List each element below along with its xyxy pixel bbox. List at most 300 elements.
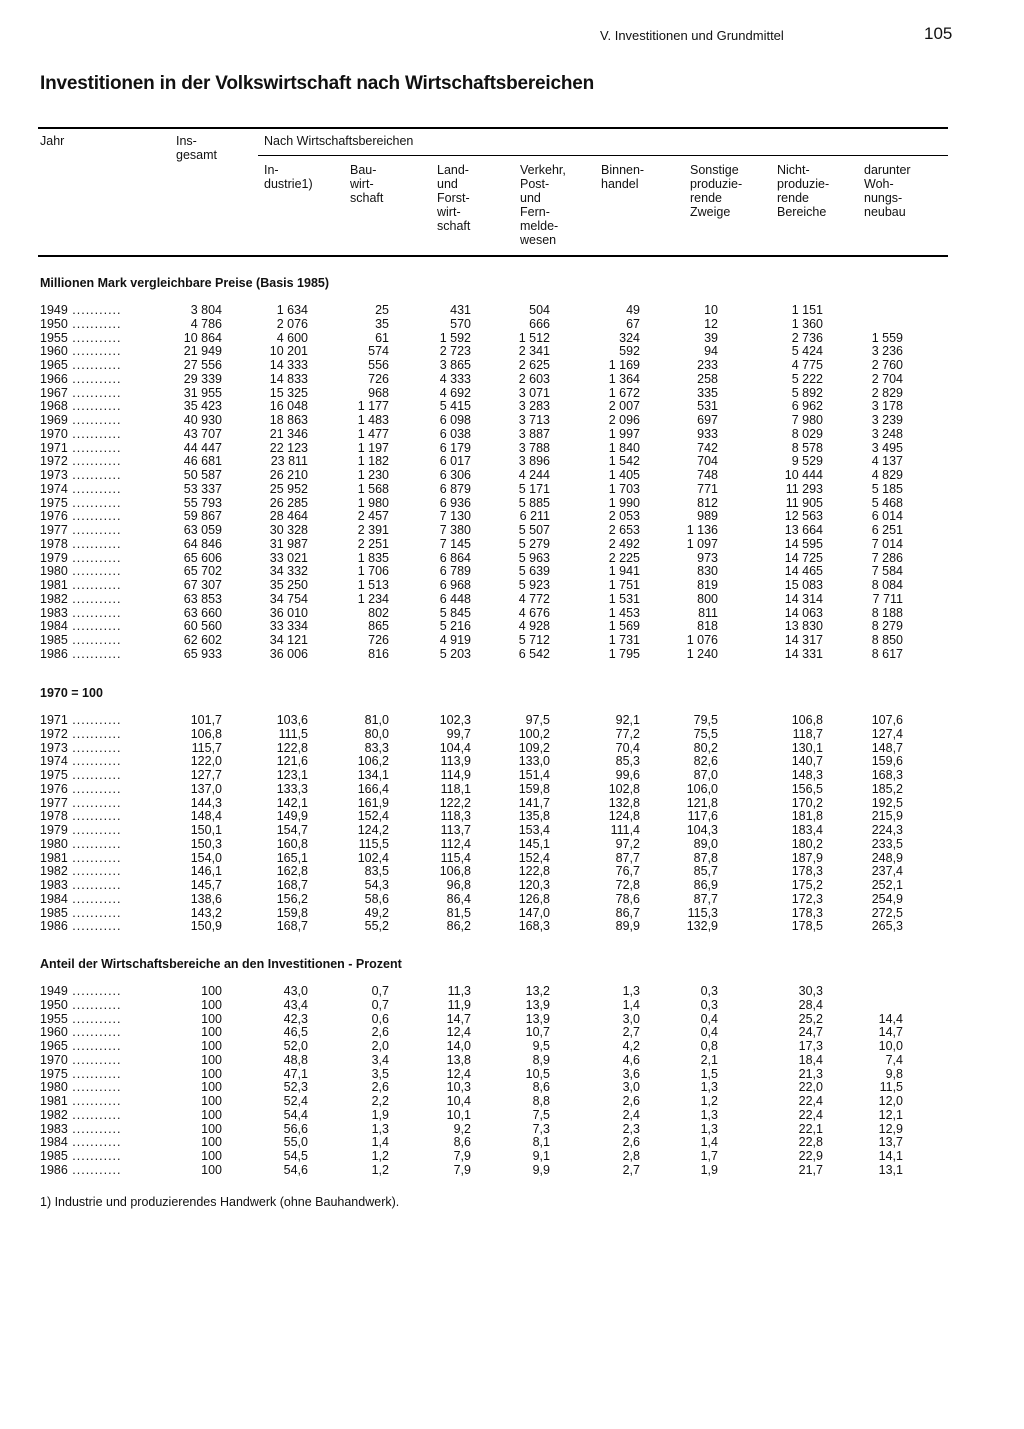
value-cell: 9,9 (532, 1162, 550, 1177)
value-cell: 1,2 (371, 1149, 389, 1163)
value-cell: 122,2 (439, 795, 471, 810)
value-cell: 77,2 (615, 726, 640, 741)
value-cell: 154,7 (276, 823, 308, 837)
table-row (40, 782, 950, 796)
value-cell: 56,6 (283, 1121, 308, 1136)
value-cell: 13,1 (878, 1162, 903, 1177)
value-cell: 9,8 (885, 1066, 903, 1081)
value-cell: 106,8 (190, 726, 222, 741)
value-cell: 6 789 (439, 564, 471, 579)
value-cell: 6 936 (439, 495, 471, 510)
value-cell: 106,8 (791, 713, 823, 727)
value-cell: 8 029 (791, 426, 823, 441)
value-cell: 8,9 (532, 1052, 550, 1067)
value-cell: 118,3 (440, 809, 471, 824)
value-cell: 132,8 (608, 795, 640, 810)
value-cell: 115,5 (358, 836, 389, 851)
year-cell: 1971 ..... (40, 713, 122, 727)
value-cell: 0,3 (700, 984, 718, 998)
year-cell: 1960 ..... (40, 344, 122, 358)
value-cell: 1 706 (357, 564, 389, 579)
value-cell: 3 239 (871, 413, 903, 427)
value-cell: 11 293 (785, 481, 823, 496)
year-cell: 1985 ..... (40, 906, 122, 920)
value-cell: 14 833 (269, 371, 308, 386)
year-cell: 1979 ..... (40, 823, 122, 837)
value-cell: 14,7 (878, 1025, 903, 1040)
value-cell: 40 930 (183, 413, 222, 427)
value-cell: 21,7 (798, 1162, 823, 1177)
year-cell: 1980 ..... (40, 1080, 122, 1094)
value-cell: 5 639 (518, 564, 550, 579)
year-cell: 1950 ..... (40, 998, 122, 1012)
value-cell: 152,4 (357, 809, 389, 824)
value-cell: 33 021 (269, 550, 308, 565)
value-cell: 14 725 (784, 550, 823, 565)
value-cell: 7,9 (453, 1149, 471, 1163)
value-cell: 141,7 (518, 795, 550, 810)
value-cell: 5 885 (518, 495, 550, 510)
value-cell: 162,8 (276, 864, 308, 879)
table-row (40, 1108, 950, 1122)
value-cell: 5 845 (439, 605, 471, 620)
value-cell: 265,3 (871, 919, 903, 934)
value-cell: 6 098 (439, 413, 471, 427)
value-cell: 36 006 (269, 646, 308, 661)
value-cell: 49,2 (364, 905, 389, 920)
year-cell: 1980 ..... (40, 564, 122, 578)
table-row (40, 1094, 950, 1108)
value-cell: 3,6 (622, 1066, 640, 1081)
value-cell: 2 625 (518, 358, 550, 372)
value-cell: 102,8 (608, 781, 640, 796)
year-cell: 1971 ..... (40, 441, 122, 455)
value-cell: 80,2 (693, 740, 718, 755)
value-cell: 112,4 (440, 836, 471, 851)
value-cell: 52,3 (283, 1080, 308, 1095)
value-cell: 3 896 (518, 454, 550, 469)
value-cell: 86,7 (615, 905, 640, 920)
value-cell: 1 151 (791, 303, 823, 317)
table-row (40, 768, 950, 782)
value-cell: 818 (697, 619, 718, 634)
value-cell: 1 405 (608, 468, 640, 482)
value-cell: 100 (201, 1025, 222, 1040)
value-cell: 6 864 (439, 550, 471, 565)
table-row (40, 998, 950, 1012)
value-cell: 1 364 (608, 371, 640, 386)
value-cell: 137,0 (190, 781, 222, 796)
value-cell: 14 063 (784, 605, 823, 620)
value-cell: 22,1 (798, 1121, 823, 1136)
value-cell: 5 507 (518, 523, 550, 537)
value-cell: 75,5 (693, 726, 718, 741)
value-cell: 11,5 (879, 1080, 903, 1095)
value-cell: 168,3 (871, 768, 903, 782)
value-cell: 2 603 (518, 371, 550, 386)
value-cell: 2 391 (357, 523, 389, 537)
value-cell: 0,7 (371, 984, 389, 998)
value-cell: 12,4 (446, 1025, 471, 1040)
value-cell: 117,6 (687, 809, 718, 824)
value-cell: 148,4 (190, 809, 222, 824)
value-cell: 142,1 (276, 795, 308, 810)
value-cell: 14 314 (784, 591, 823, 606)
table-row (40, 892, 950, 906)
table-row (40, 427, 950, 441)
value-cell: 324 (619, 330, 640, 345)
value-cell: 122,8 (276, 740, 308, 755)
value-cell: 148,7 (871, 740, 903, 755)
value-cell: 178,5 (791, 919, 823, 934)
value-cell: 31 987 (269, 536, 308, 551)
value-cell: 0,4 (700, 1011, 718, 1026)
value-cell: 99,6 (615, 768, 640, 782)
value-cell: 7 711 (872, 591, 903, 606)
value-cell: 100 (201, 1080, 222, 1095)
table-row (40, 399, 950, 413)
value-cell: 132,9 (686, 919, 718, 934)
value-cell: 2,0 (371, 1039, 389, 1053)
value-cell: 1 569 (608, 619, 640, 634)
table-row (40, 1053, 950, 1067)
value-cell: 3 236 (871, 344, 903, 359)
value-cell: 78,6 (615, 891, 640, 906)
value-cell: 2 723 (439, 344, 471, 359)
year-cell: 1967 ..... (40, 386, 122, 400)
year-cell: 1979 ..... (40, 551, 122, 565)
table-row (40, 509, 950, 523)
value-cell: 14 333 (269, 358, 308, 372)
value-cell: 1 136 (686, 523, 718, 537)
year-cell: 1978 ..... (40, 809, 122, 823)
value-cell: 59 867 (183, 509, 222, 524)
table-row (40, 851, 950, 865)
table-row (40, 358, 950, 372)
year-cell: 1976 ..... (40, 509, 122, 523)
value-cell: 4 919 (439, 633, 471, 647)
value-cell: 215,9 (871, 809, 903, 824)
value-cell: 54,6 (283, 1162, 308, 1177)
col-header-verkehr-post: Verkehr, Post- und Fern- melde- wesen (520, 163, 566, 247)
value-cell: 3 713 (518, 413, 550, 427)
value-cell: 6 306 (439, 468, 471, 482)
value-cell: 122,8 (518, 864, 550, 879)
value-cell: 14 595 (784, 536, 823, 551)
value-cell: 504 (529, 303, 550, 317)
value-cell: 5 171 (518, 481, 550, 496)
value-cell: 1 512 (518, 330, 550, 345)
value-cell: 14,0 (446, 1039, 471, 1053)
value-cell: 233,5 (871, 836, 903, 851)
value-cell: 55,2 (364, 919, 389, 934)
year-cell: 1970 ..... (40, 1053, 122, 1067)
value-cell: 100 (201, 1121, 222, 1136)
table-row (40, 1135, 950, 1149)
table-row (40, 1163, 950, 1177)
value-cell: 8 578 (791, 440, 823, 455)
year-cell: 1973 ..... (40, 741, 122, 755)
value-cell: 0,4 (700, 1025, 718, 1040)
value-cell: 178,3 (791, 864, 823, 879)
value-cell: 9,2 (453, 1121, 471, 1136)
value-cell: 726 (368, 633, 389, 647)
value-cell: 3 788 (518, 440, 550, 455)
value-cell: 13 830 (784, 619, 823, 634)
value-cell: 187,9 (791, 850, 823, 865)
value-cell: 335 (697, 385, 718, 400)
value-cell: 16 048 (269, 399, 308, 414)
value-cell: 13,8 (446, 1052, 471, 1067)
value-cell: 2 736 (791, 330, 823, 345)
value-cell: 72,8 (615, 878, 640, 892)
value-cell: 159,8 (276, 905, 308, 920)
value-cell: 748 (697, 468, 718, 482)
value-cell: 8,6 (532, 1080, 550, 1095)
value-cell: 10 444 (784, 468, 823, 482)
value-cell: 86,9 (693, 878, 718, 892)
value-cell: 113,7 (440, 823, 471, 837)
value-cell: 4 829 (871, 468, 903, 482)
value-cell: 180,2 (791, 836, 823, 851)
year-cell: 1976 ..... (40, 782, 122, 796)
value-cell: 127,7 (190, 768, 222, 782)
value-cell: 2,3 (622, 1121, 640, 1136)
value-cell: 100 (201, 997, 222, 1012)
value-cell: 5 468 (871, 495, 903, 510)
value-cell: 2,6 (622, 1094, 640, 1108)
value-cell: 121,8 (686, 795, 718, 810)
value-cell: 30 328 (269, 523, 308, 537)
value-cell: 14,4 (878, 1011, 903, 1026)
value-cell: 18,4 (798, 1052, 823, 1067)
year-cell: 1982 ..... (40, 1108, 122, 1122)
value-cell: 8 850 (871, 633, 903, 647)
value-cell: 1 097 (686, 536, 718, 551)
value-cell: 106,8 (439, 864, 471, 879)
value-cell: 704 (697, 454, 718, 469)
section-title: Anteil der Wirtschaftsbereiche an den Investitionen - Prozent (40, 957, 402, 971)
year-cell: 1955 ..... (40, 331, 122, 345)
col-header-wohnungsneubau: darunter Woh- nungs- neubau (864, 163, 911, 219)
value-cell: 4 137 (871, 454, 903, 469)
value-cell: 63 660 (183, 605, 222, 620)
table-row (40, 1080, 950, 1094)
col-header-jahr: Jahr (40, 134, 65, 148)
year-cell: 1982 ..... (40, 864, 122, 878)
page-number: 105 (924, 24, 953, 43)
value-cell: 7 980 (791, 413, 823, 427)
value-cell: 2 760 (871, 358, 903, 372)
value-cell: 100 (201, 1066, 222, 1081)
value-cell: 97,5 (525, 713, 550, 727)
value-cell: 4 775 (791, 358, 823, 372)
value-cell: 63 059 (183, 523, 222, 537)
value-cell: 5 424 (791, 344, 823, 359)
value-cell: 159,8 (518, 781, 550, 796)
value-cell: 13,9 (525, 1011, 550, 1026)
table-row (40, 633, 950, 647)
value-cell: 27 556 (183, 358, 222, 372)
col-header-land-forstwirtschaft: Land- und Forst- wirt- schaft (437, 163, 471, 233)
table-row (40, 1067, 950, 1081)
rule-header-bottom (38, 255, 948, 257)
value-cell: 3,0 (622, 1011, 640, 1026)
value-cell: 3 865 (439, 358, 471, 372)
value-cell: 7 014 (871, 536, 903, 551)
value-cell: 1 182 (357, 454, 389, 469)
value-cell: 34 754 (269, 591, 308, 606)
value-cell: 2 251 (357, 536, 389, 551)
value-cell: 100 (201, 1011, 222, 1026)
value-cell: 865 (368, 619, 389, 634)
value-cell: 99,7 (446, 726, 471, 741)
value-cell: 3 804 (190, 303, 222, 317)
value-cell: 5 216 (439, 619, 471, 634)
value-cell: 812 (697, 495, 718, 510)
col-header-sonstige-produzierende: Sonstige produzie- rende Zweige (690, 163, 743, 219)
value-cell: 146,1 (190, 864, 222, 879)
value-cell: 156,2 (276, 891, 308, 906)
value-cell: 64 846 (183, 536, 222, 551)
value-cell: 21,3 (798, 1066, 823, 1081)
value-cell: 2 457 (357, 509, 389, 524)
year-cell: 1960 ..... (40, 1025, 122, 1039)
value-cell: 2 829 (871, 385, 903, 400)
value-cell: 39 (704, 330, 718, 345)
year-cell: 1972 ..... (40, 454, 122, 468)
value-cell: 14 317 (784, 633, 823, 647)
value-cell: 7 584 (871, 564, 903, 579)
col-header-industrie: In- dustrie1) (264, 163, 313, 191)
value-cell: 43,4 (283, 997, 308, 1012)
value-cell: 10 201 (269, 344, 308, 359)
value-cell: 1 169 (608, 358, 640, 372)
value-cell: 1,3 (700, 1080, 718, 1095)
value-cell: 25 (375, 303, 389, 317)
value-cell: 63 853 (183, 591, 222, 606)
value-cell: 22,4 (798, 1094, 823, 1108)
value-cell: 22,0 (798, 1080, 823, 1095)
value-cell: 12,4 (446, 1066, 471, 1081)
value-cell: 86,2 (446, 919, 471, 934)
value-cell: 55,0 (283, 1135, 308, 1150)
value-cell: 43 707 (183, 426, 222, 441)
value-cell: 33 334 (269, 619, 308, 634)
value-cell: 570 (450, 316, 471, 331)
value-cell: 233 (697, 358, 718, 372)
value-cell: 6 968 (439, 578, 471, 592)
value-cell: 178,3 (791, 905, 823, 920)
value-cell: 1,9 (371, 1107, 389, 1122)
value-cell: 697 (697, 413, 718, 427)
value-cell: 12,1 (878, 1107, 903, 1122)
value-cell: 94 (704, 344, 718, 359)
value-cell: 2 007 (608, 399, 640, 414)
table-row (40, 754, 950, 768)
value-cell: 150,1 (190, 823, 222, 837)
footnote: 1) Industrie und produzierendes Handwerk (ohne Bauhandwerk). (40, 1195, 400, 1209)
value-cell: 17,3 (798, 1039, 823, 1053)
value-cell: 1,3 (371, 1121, 389, 1136)
value-cell: 3 887 (518, 426, 550, 441)
value-cell: 35 423 (183, 399, 222, 414)
table-row (40, 592, 950, 606)
value-cell: 48,8 (283, 1052, 308, 1067)
year-cell: 1984 ..... (40, 619, 122, 633)
value-cell: 12 563 (784, 509, 823, 524)
value-cell: 1 731 (608, 633, 640, 647)
value-cell: 1 840 (608, 440, 640, 455)
table-row (40, 837, 950, 851)
col-header-insgesamt: Ins- gesamt (176, 134, 217, 162)
table-row (40, 647, 950, 661)
value-cell: 2,1 (700, 1052, 718, 1067)
table-row (40, 372, 950, 386)
value-cell: 7 380 (439, 523, 471, 537)
value-cell: 192,5 (871, 795, 903, 810)
value-cell: 2,6 (371, 1025, 389, 1040)
value-cell: 147,0 (518, 905, 550, 920)
value-cell: 44 447 (183, 440, 222, 455)
value-cell: 1 230 (357, 468, 389, 482)
value-cell: 34 332 (269, 564, 308, 579)
value-cell: 22 123 (269, 440, 308, 455)
value-cell: 237,4 (871, 864, 903, 879)
value-cell: 109,2 (518, 740, 550, 755)
value-cell: 1 672 (608, 385, 640, 400)
year-cell: 1975 ..... (40, 768, 122, 782)
table-row (40, 606, 950, 620)
value-cell: 4 786 (190, 316, 222, 331)
year-cell: 1950 ..... (40, 317, 122, 331)
value-cell: 21 949 (183, 344, 222, 359)
value-cell: 2,6 (622, 1135, 640, 1150)
value-cell: 2,4 (622, 1107, 640, 1122)
value-cell: 989 (697, 509, 718, 524)
value-cell: 13 664 (784, 523, 823, 537)
year-cell: 1985 ..... (40, 1149, 122, 1163)
year-cell: 1983 ..... (40, 878, 122, 892)
value-cell: 2 492 (608, 536, 640, 551)
table-row (40, 564, 950, 578)
value-cell: 8 617 (871, 646, 903, 661)
value-cell: 6 542 (518, 646, 550, 661)
value-cell: 133,3 (276, 781, 308, 796)
value-cell: 89,9 (615, 919, 640, 934)
value-cell: 800 (697, 591, 718, 606)
value-cell: 3 178 (871, 399, 903, 414)
value-cell: 4 928 (518, 619, 550, 634)
table-row (40, 619, 950, 633)
value-cell: 25 952 (269, 481, 308, 496)
table-row (40, 727, 950, 741)
value-cell: 1,3 (700, 1107, 718, 1122)
value-cell: 14,7 (446, 1011, 471, 1026)
value-cell: 165,1 (276, 850, 308, 865)
col-header-binnenhandel: Binnen- handel (601, 163, 645, 191)
value-cell: 35 250 (269, 578, 308, 592)
value-cell: 8,6 (453, 1135, 471, 1150)
year-cell: 1970 ..... (40, 427, 122, 441)
value-cell: 60 560 (183, 619, 222, 634)
value-cell: 42,3 (283, 1011, 308, 1026)
value-cell: 82,6 (693, 754, 718, 769)
value-cell: 118,1 (440, 781, 471, 796)
value-cell: 65 702 (183, 564, 222, 579)
value-cell: 100 (201, 1149, 222, 1163)
value-cell: 1 941 (608, 564, 640, 579)
